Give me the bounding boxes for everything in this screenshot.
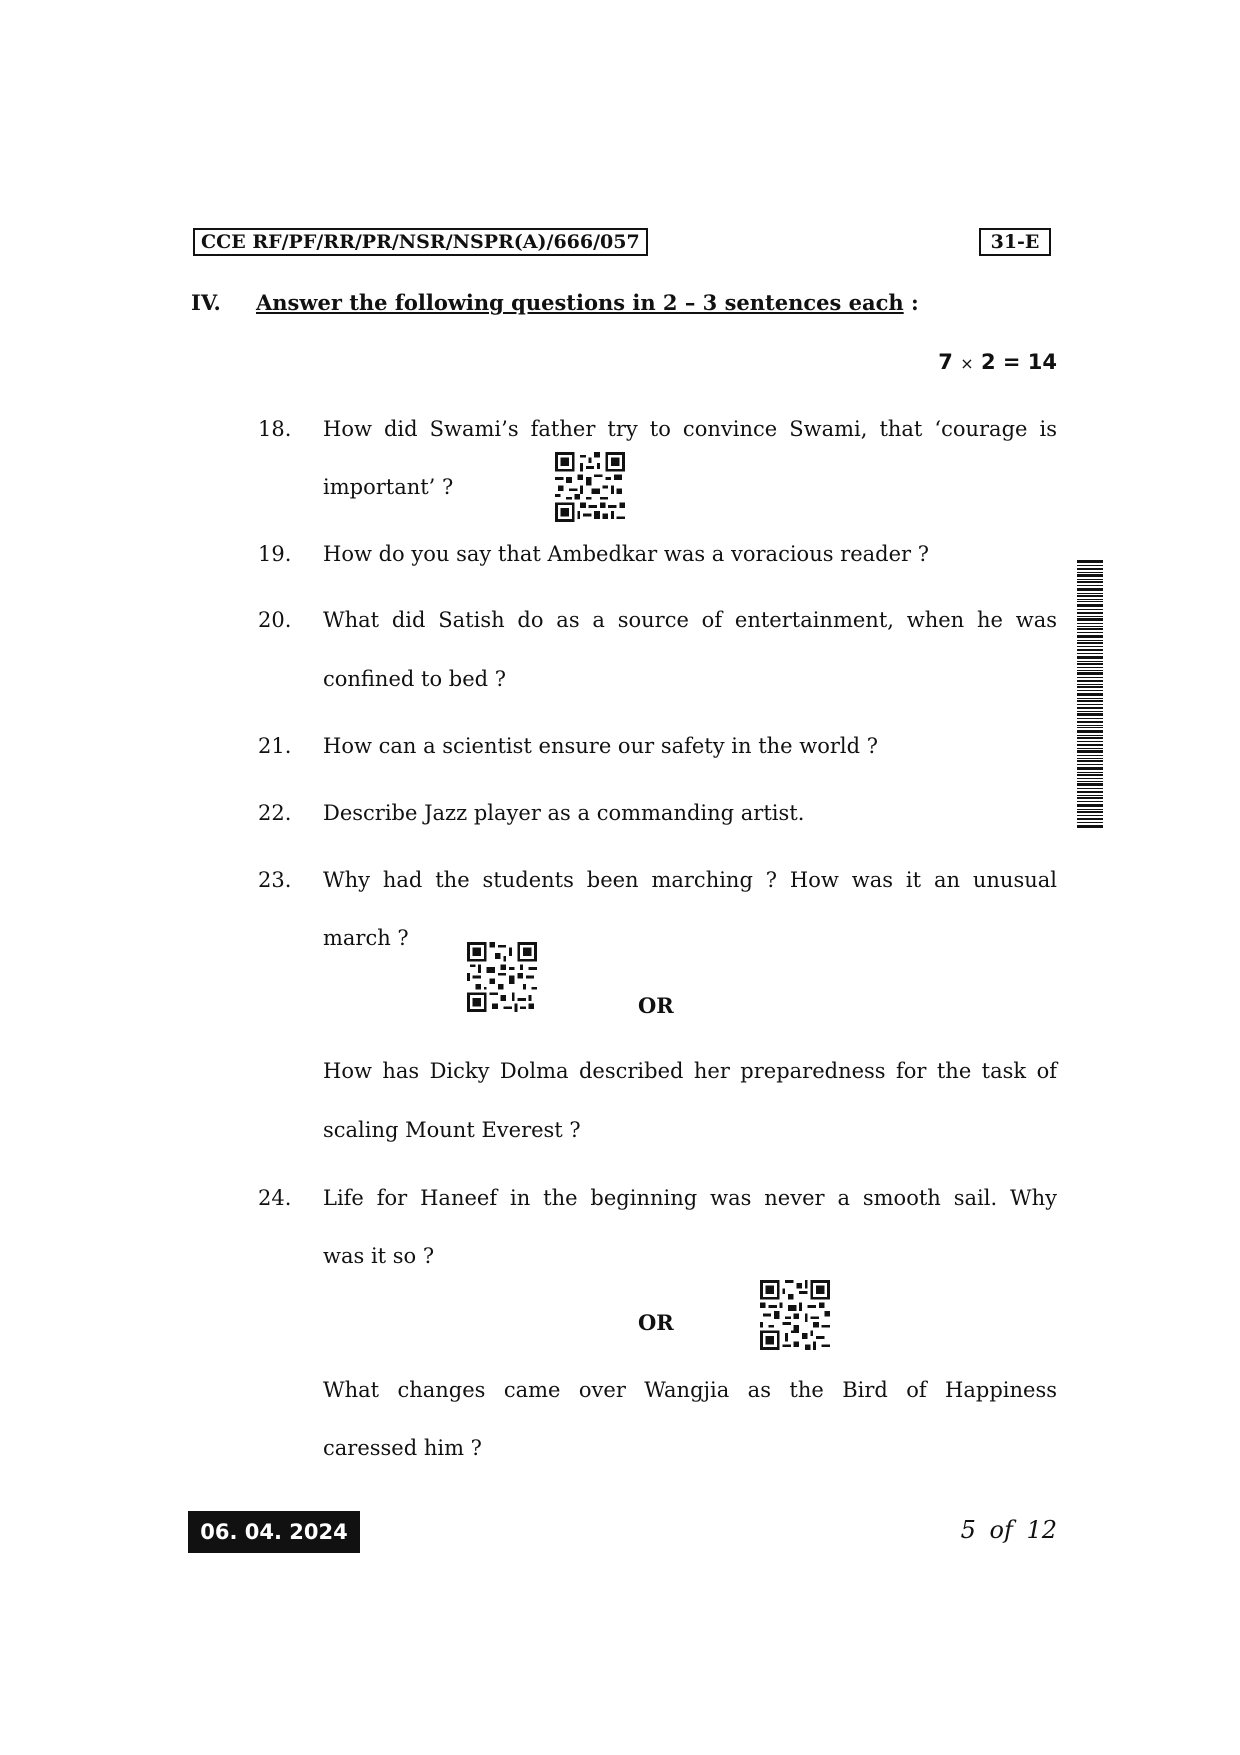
- page-number: 5 of 12: [960, 1516, 1057, 1544]
- section-marks: [938, 350, 1057, 374]
- marks-times: ×: [960, 354, 974, 373]
- question-text: confined to bed ?: [323, 667, 507, 691]
- or-separator: OR: [638, 1310, 674, 1335]
- question-number: 18.: [258, 417, 292, 441]
- marks-count: 7: [938, 350, 953, 374]
- question-text: How has Dicky Dolma described her preparedness for the task of: [323, 1059, 1057, 1083]
- question-text: Why had the students been marching ? How was it an unusual: [323, 868, 1057, 892]
- question-text: was it so ?: [323, 1244, 435, 1268]
- question-text: What changes came over Wangjia as the Bird of Happiness: [323, 1378, 1057, 1402]
- question-text: caressed him ?: [323, 1436, 482, 1460]
- barcode-icon: [1077, 560, 1103, 828]
- exam-code: CCE RF/PF/RR/PR/NSR/NSPR(A)/666/057: [193, 228, 648, 256]
- question-text: How do you say that Ambedkar was a voracious reader ?: [323, 542, 929, 566]
- or-separator: OR: [638, 993, 674, 1018]
- question-text: scaling Mount Everest ?: [323, 1118, 581, 1142]
- question-text: How did Swami’s father try to convince Swami, that ‘courage is: [323, 417, 1057, 441]
- question-text: Describe Jazz player as a commanding artist.: [323, 801, 805, 825]
- qr-code-icon: [467, 942, 537, 1012]
- question-text: What did Satish do as a source of entertainment, when he was: [323, 608, 1057, 632]
- question-text: important’ ?: [323, 475, 454, 499]
- exam-date: 06. 04. 2024: [188, 1511, 360, 1553]
- question-number: 21.: [258, 734, 292, 758]
- section-title: [256, 290, 919, 315]
- question-text: Life for Haneef in the beginning was never a smooth sail. Why: [323, 1186, 1057, 1210]
- question-number: 22.: [258, 801, 292, 825]
- paper-code: 31-E: [979, 228, 1051, 256]
- section-title-text: Answer the following questions in 2 – 3 sentences each: [256, 290, 904, 315]
- question-number: 24.: [258, 1186, 292, 1210]
- question-number: 20.: [258, 608, 292, 632]
- section-number: IV.: [191, 290, 221, 315]
- question-number: 23.: [258, 868, 292, 892]
- question-number: 19.: [258, 542, 292, 566]
- qr-code-icon: [555, 452, 625, 522]
- qr-code-icon: [760, 1280, 830, 1350]
- question-text: march ?: [323, 926, 409, 950]
- marks-total: 2 = 14: [980, 350, 1057, 374]
- question-text: How can a scientist ensure our safety in the world ?: [323, 734, 879, 758]
- section-title-colon: :: [903, 290, 919, 315]
